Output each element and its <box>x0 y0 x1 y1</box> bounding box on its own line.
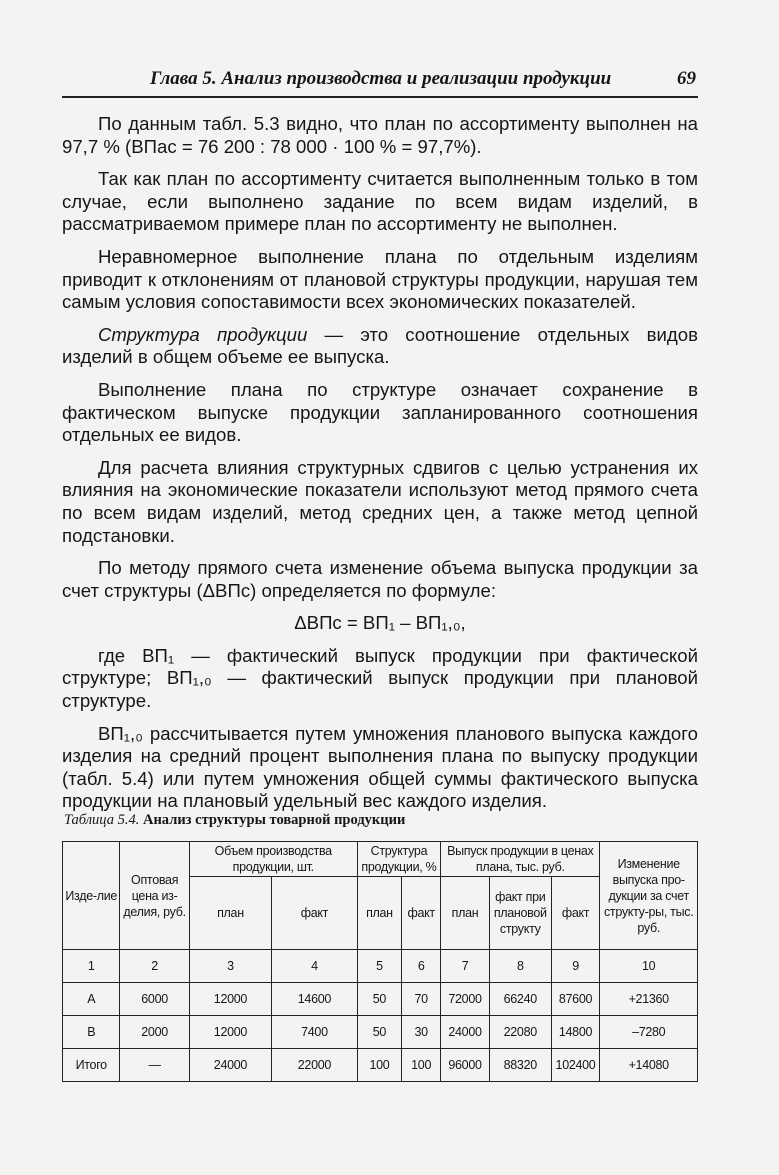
paragraph: По методу прямого счета изменение объема выпуска продукции за счет структуры (ΔВПс) определяется по формуле: <box>62 557 698 601</box>
table-cell: 14600 <box>272 983 358 1016</box>
column-number: 3 <box>189 950 271 983</box>
paragraph-definition <box>62 324 698 369</box>
table-number: Таблица 5.4. <box>64 812 140 828</box>
table-row-total <box>63 1049 698 1082</box>
table-cell: +21360 <box>600 983 698 1016</box>
table-cell: 22000 <box>272 1049 358 1082</box>
header-price: Оптовая цена из-делия, руб. <box>120 842 189 950</box>
header-fact: факт <box>272 877 358 950</box>
table-title: Анализ структуры товарной продукции <box>142 812 406 828</box>
table-cell: 12000 <box>189 983 271 1016</box>
table-cell: +14080 <box>600 1049 698 1082</box>
table-cell: А <box>63 983 120 1016</box>
term: Структура продукции <box>98 323 308 345</box>
page-number: 69 <box>677 68 696 89</box>
table-cell: 100 <box>357 1049 401 1082</box>
table-row <box>63 1016 698 1049</box>
paragraph: Так как план по ассортименту считается выполненным только в том случае, если выполнено задание по всем видам изделий, в рассматриваемом примере план по ассортименту не выполнен. <box>62 168 698 235</box>
header-volume: Объем производства продукции, шт. <box>189 842 357 877</box>
table-cell: 88320 <box>489 1049 551 1082</box>
column-number: 7 <box>441 950 490 983</box>
header-fact: факт <box>551 877 600 950</box>
table-cell: 30 <box>402 1016 441 1049</box>
table-cell: В <box>63 1016 120 1049</box>
column-number: 6 <box>402 950 441 983</box>
paragraph: Выполнение плана по структуре означает сохранение в фактическом выпуске продукции запланированного соотношения отдельных ее видов. <box>62 378 698 446</box>
header-structure: Структура продукции, % <box>357 842 440 877</box>
chapter-title: Глава 5. Анализ производства и реализации продукции <box>150 68 612 89</box>
paragraph: По данным табл. 5.3 видно, что план по ассортименту выполнен на 97,7 % (ВПас = 76 200 : 78 000 · 100 % = 97,7%). <box>62 113 698 157</box>
paragraph: Неравномерное выполнение плана по отдельным изделиям приводит к отклонениям от плановой структуры продукции, нарушая тем самым условия сопоставимости всех экономических показателей. <box>62 245 698 313</box>
formula: ΔВПс = ВП₁ – ВП₁,₀, <box>294 612 466 634</box>
table-cell: 50 <box>357 1016 401 1049</box>
table-cell: 22080 <box>489 1016 551 1049</box>
table-cell: 2000 <box>120 1016 189 1049</box>
structure-table <box>62 841 698 1082</box>
definition: — это соотношение отдельных видов изделий в общем объеме ее выпуска. <box>62 323 698 368</box>
table-cell: 96000 <box>441 1049 490 1082</box>
header-output: Выпуск продукции в ценах плана, тыс. руб. <box>441 842 600 877</box>
table-row <box>63 983 698 1016</box>
table-cell: Итого <box>63 1049 120 1082</box>
column-number: 10 <box>600 950 698 983</box>
column-number: 4 <box>272 950 358 983</box>
paragraph: Для расчета влияния структурных сдвигов с целью устранения их влияния на экономические показатели используют метод прямого счета по всем видам изделий, метод средних цен, а также метод цепной подстановки. <box>62 456 698 546</box>
header-product: Изде-лие <box>63 842 120 950</box>
header-plan: план <box>441 877 490 950</box>
page-header <box>62 68 698 98</box>
table-cell: 12000 <box>189 1016 271 1049</box>
header-change: Изменение выпуска про-дукции за счет структу-ры, тыс. руб. <box>600 842 698 950</box>
header-fact: факт <box>402 877 441 950</box>
table-cell: 6000 <box>120 983 189 1016</box>
table-cell: 66240 <box>489 983 551 1016</box>
header-plan: план <box>357 877 401 950</box>
table-cell: 7400 <box>272 1016 358 1049</box>
table-cell: — <box>120 1049 189 1082</box>
table-caption <box>64 812 405 829</box>
header-fact-plan-structure: факт при плановой структу <box>489 877 551 950</box>
table-cell: 24000 <box>441 1016 490 1049</box>
column-number: 8 <box>489 950 551 983</box>
paragraph: ВП₁,₀ рассчитывается путем умножения планового выпуска каждого изделия на средний процент выполнения плана по выпуску продукции (табл. 5.4) или путем умножения общей суммы фактического выпуска продукции на плановый удельный вес каждого изделия. <box>62 722 698 812</box>
table-cell: 50 <box>357 983 401 1016</box>
column-number: 2 <box>120 950 189 983</box>
table-cell: 70 <box>402 983 441 1016</box>
table-cell: –7280 <box>600 1016 698 1049</box>
column-number: 5 <box>357 950 401 983</box>
column-number: 1 <box>63 950 120 983</box>
body-text <box>62 113 698 823</box>
table-cell: 72000 <box>441 983 490 1016</box>
table-cell: 100 <box>402 1049 441 1082</box>
header-plan: план <box>189 877 271 950</box>
table-cell: 14800 <box>551 1016 600 1049</box>
paragraph: где ВП₁ — фактический выпуск продукции при фактической структуре; ВП₁,₀ — фактический выпуск продукции при плановой структуре. <box>62 644 698 712</box>
table-cell: 24000 <box>189 1049 271 1082</box>
table-cell: 102400 <box>551 1049 600 1082</box>
column-number: 9 <box>551 950 600 983</box>
table-cell: 87600 <box>551 983 600 1016</box>
